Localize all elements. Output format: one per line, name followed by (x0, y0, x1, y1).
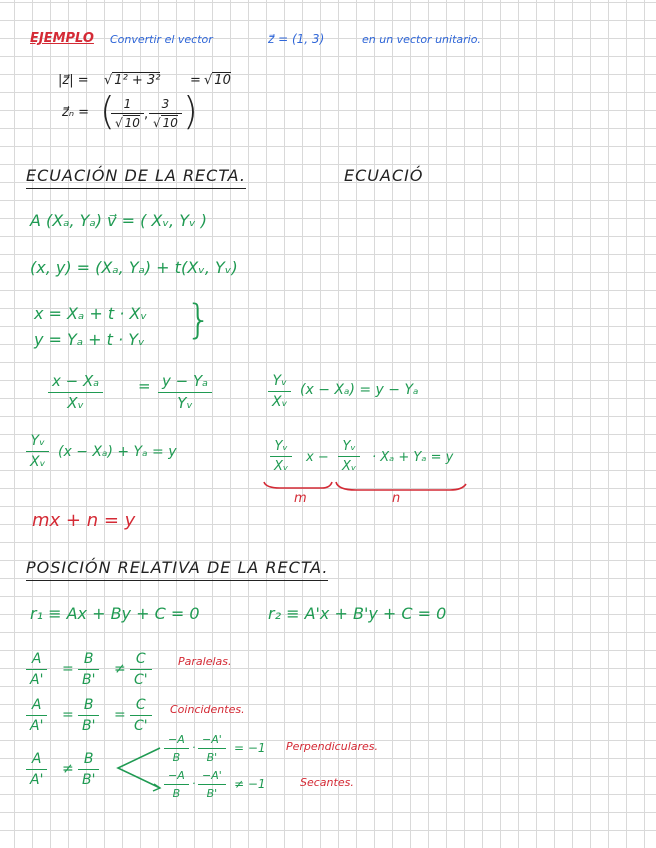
explicit-equation: mx + n = y (32, 510, 136, 531)
point-vector-line: A (Xₐ, Yₐ) v⃗ = ( Xᵥ, Yᵥ ) (30, 211, 207, 230)
continuous-frac-2-den: Yᵥ (177, 394, 193, 412)
secant2-frac-1: −A B (164, 770, 189, 799)
coincident-eq-2: = (114, 707, 126, 723)
unit-frac-2 (149, 98, 182, 129)
perp-dot: · (192, 741, 196, 754)
label-secantes: Secantes. (300, 776, 354, 789)
perp-frac-2: −A' B' (198, 734, 226, 763)
continuous-frac-1 (48, 374, 103, 411)
unit-paren-open: ( (100, 89, 115, 133)
unit-lhs: z⃗ₙ = (62, 105, 90, 120)
label-perpendiculares: Perpendiculares. (286, 740, 379, 753)
coincident-frac-c: C C' (130, 698, 152, 733)
parallel-frac-c: C C' (130, 652, 152, 687)
unit-frac-1-radicand: 10 (124, 116, 140, 130)
point-slope-frac (268, 374, 291, 409)
example-text-2: en un vector unitario. (362, 33, 481, 46)
norm-equals: = (190, 73, 201, 88)
perp-result: = −1 (234, 741, 266, 755)
unit-paren-close: ) (183, 89, 198, 133)
expand-frac-1-num: Yᵥ (274, 439, 288, 454)
continuous-frac-1-den: Xᵥ (67, 394, 84, 412)
slope-label-m: m (294, 491, 307, 506)
norm-lhs: |z⃗| = (58, 73, 89, 88)
unit-frac-2-num: 3 (161, 97, 170, 111)
line-r1: r₁ ≡ Ax + By + C = 0 (30, 604, 200, 623)
param-brace: } (186, 297, 212, 343)
parallel-neq: ≠ (114, 661, 126, 677)
section-title-recta: ECUACIÓN DE LA RECTA. (26, 168, 246, 189)
coincident-frac-b: B B' (78, 698, 99, 733)
explicit-step-frac-den: Xᵥ (30, 454, 46, 470)
line-r2: r₂ ≡ A'x + B'y + C = 0 (268, 604, 447, 623)
point-slope-frac-num: Yᵥ (272, 373, 287, 389)
expand-frac-2 (338, 440, 360, 473)
secant2-frac-2: −A' B' (198, 770, 226, 799)
secant-frac-a: A A' (26, 752, 47, 787)
param-y: y = Yₐ + t · Yᵥ (34, 330, 145, 349)
label-coincidentes: Coincidentes. (170, 703, 245, 716)
section-title-posicion: POSICIÓN RELATIVA DE LA RECTA. (26, 560, 328, 581)
example-label: EJEMPLO (30, 31, 94, 46)
norm-result: √ 10 (204, 73, 231, 88)
unit-frac-1 (111, 98, 144, 129)
expand-mid: x − (306, 450, 329, 465)
continuous-frac-2 (158, 374, 212, 411)
parallel-eq: = (62, 661, 74, 677)
intercept-label-n: n (392, 491, 401, 506)
branch-arrows (118, 748, 160, 788)
expand-frac-2-num: Yᵥ (342, 439, 356, 454)
section-title-extra: ECUACIÓ (344, 166, 424, 185)
norm-result-radicand: 10 (214, 73, 231, 88)
norm-radicand: 1² + 3² (114, 73, 161, 88)
explicit-step-frac-num: Yᵥ (30, 433, 45, 449)
explicit-step-frac (26, 434, 49, 469)
continuous-equals: = (138, 377, 151, 395)
perp-frac-1: −A B (164, 734, 189, 763)
norm-radical: √ 1² + 3² (104, 73, 161, 88)
coincident-frac-a: A A' (26, 698, 47, 733)
parallel-frac-b: B B' (78, 652, 99, 687)
secant2-result: ≠ −1 (234, 777, 266, 791)
point-slope-rest: (x − Xₐ) = y − Yₐ (300, 382, 419, 398)
intercept-brace-underline (336, 482, 466, 490)
branch-arrow-head (153, 784, 160, 791)
continuous-frac-1-num: x − Xₐ (52, 372, 100, 390)
expand-frac-2-den: Xᵥ (342, 459, 357, 474)
param-x: x = Xₐ + t · Xᵥ (34, 304, 148, 323)
coincident-eq-1: = (62, 707, 74, 723)
explicit-step-rest: (x − Xₐ) + Yₐ = y (58, 444, 177, 460)
point-slope-frac-den: Xᵥ (272, 394, 288, 410)
expand-frac-1-den: Xᵥ (274, 459, 289, 474)
secant2-dot: · (192, 777, 196, 790)
expand-rest: · Xₐ + Yₐ = y (372, 450, 454, 465)
secant-frac-b: B B' (78, 752, 99, 787)
expand-frac-1 (270, 440, 292, 473)
secant-neq: ≠ (62, 761, 74, 777)
example-vector: z⃗ = (1, 3) (268, 32, 325, 46)
slope-brace-underline (264, 482, 332, 488)
example-text: Convertir el vector (110, 33, 213, 46)
label-paralelas: Paralelas. (178, 655, 232, 668)
vector-equation: (x, y) = (Xₐ, Yₐ) + t(Xᵥ, Yᵥ) (30, 258, 238, 277)
unit-frac-1-num: 1 (123, 97, 132, 111)
unit-frac-2-den: √ 10 (153, 116, 178, 130)
continuous-frac-2-num: y − Yₐ (162, 372, 209, 390)
unit-comma: , (144, 107, 149, 122)
unit-frac-1-den: √ 10 (115, 116, 140, 130)
parallel-frac-a: A A' (26, 652, 47, 687)
unit-frac-2-radicand: 10 (162, 116, 178, 130)
